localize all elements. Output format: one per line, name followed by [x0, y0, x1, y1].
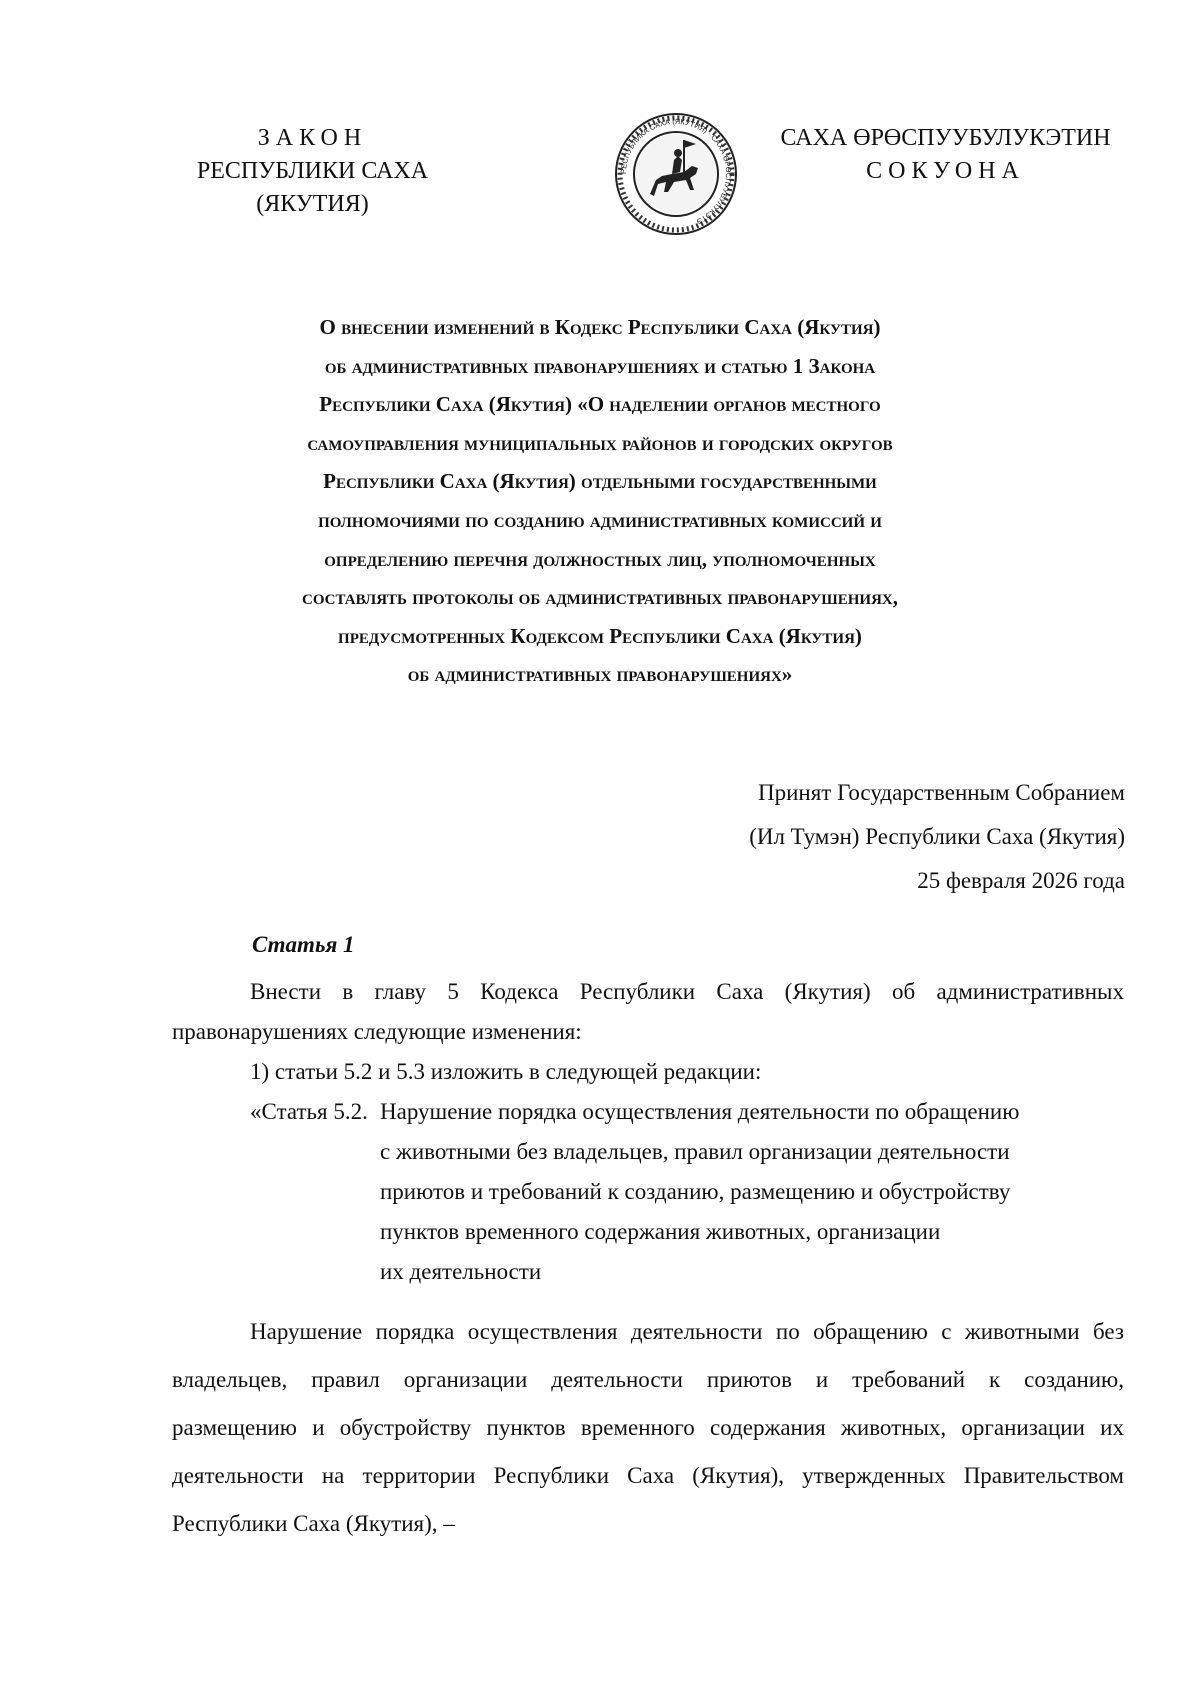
- paragraph-line: Республики Саха (Якутия), –: [172, 1511, 455, 1536]
- header-right-title: САХА ӨРӨСПУУБУЛУКЭТИН: [780, 125, 1111, 151]
- quoted-title-line: их деятельности: [380, 1259, 542, 1284]
- title-line: Республики Саха (Якутия) «О наделении органов местного: [319, 392, 881, 417]
- law-title: [150, 308, 1050, 694]
- header-right-subtitle: СОКУОНА: [866, 158, 1025, 184]
- header-left-title: ЗАКОН: [257, 125, 368, 151]
- title-line: самоуправления муниципальных районов и городских округов: [307, 430, 893, 455]
- quoted-article-number: «Статья 5.2.: [250, 1099, 368, 1124]
- article-intro-line: правонарушениях следующие изменения:: [172, 1019, 582, 1044]
- title-line: составлять протоколы об административных правонарушениях,: [301, 585, 899, 610]
- adoption-date: 25 февраля 2026 года: [917, 868, 1125, 893]
- header-right: [773, 122, 1118, 188]
- emblem-ring-text: РЕСПУБЛИКА САХА (ЯКУТИЯ) · САХА ӨРӨСПУУБУЛУКЭТЭ: [618, 116, 734, 227]
- paragraph-line: деятельности на территории Республики Саха (Якутия), утвержденных Правительством: [172, 1463, 1124, 1488]
- title-line: Республики Саха (Якутия) отдельными государственными: [323, 469, 877, 494]
- header-left: [185, 122, 440, 221]
- article-intro-line: Внести в главу 5 Кодекса Республики Саха (Якутия) об административных: [250, 979, 1124, 1004]
- paragraph-line: Нарушение порядка осуществления деятельности по обращению с животными без: [250, 1319, 1124, 1344]
- title-line: полномочиями по созданию административных комиссий и: [318, 507, 882, 532]
- article-item: 1) статьи 5.2 и 5.3 изложить в следующей редакции:: [250, 1059, 762, 1084]
- adoption-note: [600, 771, 1125, 903]
- quoted-title-line: с животными без владельцев, правил организации деятельности: [380, 1139, 1010, 1164]
- article-heading: Статья 1: [252, 932, 355, 957]
- quoted-title-line: приютов и требований к созданию, размещению и обустройству: [380, 1179, 1011, 1204]
- paragraph-line: владельцев, правил организации деятельности приютов и требований к созданию,: [172, 1367, 1124, 1392]
- quoted-article-title: [380, 1092, 1019, 1292]
- adoption-line: Принят Государственным Собранием: [757, 780, 1125, 805]
- quoted-title-line: пунктов временного содержания животных, организации: [380, 1219, 941, 1244]
- adoption-line: (Ил Тумэн) Республики Саха (Якутия): [749, 824, 1125, 849]
- quoted-title-line: Нарушение порядка осуществления деятельности по обращению: [380, 1099, 1020, 1124]
- title-line: определению перечня должностных лиц, уполномоченных: [324, 546, 876, 571]
- title-line: об административных правонарушениях»: [407, 662, 793, 687]
- paragraph-line: размещению и обустройству пунктов временного содержания животных, организации их: [172, 1415, 1124, 1440]
- coat-of-arms-emblem-icon: [612, 110, 740, 238]
- header-left-subtitle: РЕСПУБЛИКИ САХА (ЯКУТИЯ): [196, 158, 429, 217]
- title-line: об административных правонарушениях и статью 1 Закона: [324, 353, 876, 378]
- title-line: О внесении изменений в Кодекс Республики Саха (Якутия): [319, 315, 881, 339]
- title-line: предусмотренных Кодексом Республики Саха (Якутия): [338, 623, 862, 648]
